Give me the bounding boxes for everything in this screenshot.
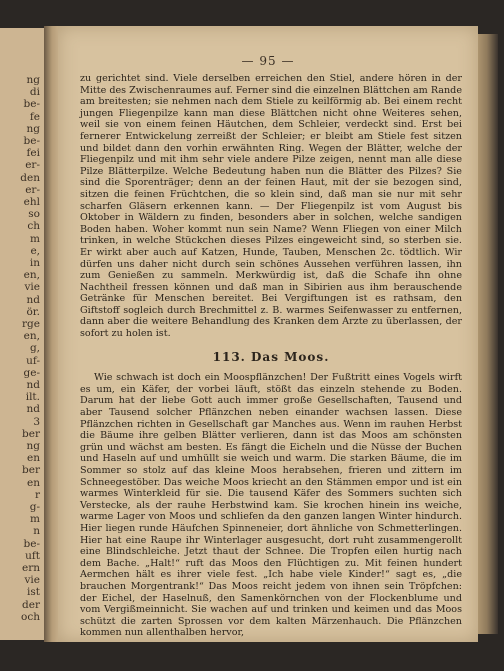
previous-page-line-fragment: be- (23, 537, 40, 550)
previous-page-line-fragment: en (27, 476, 40, 489)
previous-page-line-fragment: er- (25, 183, 40, 196)
previous-page-line-fragment: ng (26, 74, 40, 86)
previous-page-line-fragment: fei (26, 147, 40, 160)
previous-page-line-fragment: g- (29, 501, 40, 513)
previous-page-line-fragment: och (21, 610, 40, 623)
previous-page-line-fragment: vie (24, 574, 40, 587)
previous-page-line-fragment: ilt. (25, 391, 40, 404)
previous-page-line-fragment: fe (29, 110, 40, 123)
previous-page-line-fragment: en (27, 452, 40, 465)
previous-page-line-fragment: ern (22, 562, 40, 574)
previous-page-line-fragment: so (28, 208, 40, 221)
previous-page-line-fragment: be- (23, 98, 40, 111)
page-number: — 95 — (241, 54, 295, 68)
previous-page-line-fragment: ng (26, 122, 40, 135)
previous-page-line-fragment: ber (22, 464, 40, 477)
previous-page-line-fragment: e, (30, 244, 40, 257)
previous-page-line-fragment: ng (26, 440, 40, 452)
previous-page-line-fragment: in (29, 257, 40, 269)
paragraph-moos: Wie schwach ist doch ein Moospflänzchen! Der Fußtritt eines Vogels wirft es um, ein Käfer, der vorbei läuft, stößt das einzeln stehende zu Boden. Darum hat der liebe Gott auch immer große Gesellschaften, Tausend und aber Tausend solcher Pflänzchen neben einander wachsen lassen. Diese Pflänzchen richten in Gesellschaft gar Manches aus. Wenn im rauhen Herbst die Bäume ihre gelben Blätter verlieren, dann ist das Moos am schönsten grün und wächst am besten. Es fängt die Eicheln und die Nüsse der Buchen und Haseln auf und umhüllt sie weich und warm. Die starken Bäume, die im Sommer so stolz auf das kleine Moos herabsehen, frieren und zittern im Schneegestöber. Das weiche Moos kriecht an den Stämmen empor und ist ein warmes Winterkleid für sie. Die tausend Käfer des Sommers suchten sich Verstecke, als der rauhe Herbstwind kam. Sie krochen hinein ins weiche, warme Lager von Moos und schliefen da den ganzen langen Winter hindurch. Hier liegen runde Häufchen Spinneneier, dort ähnliche von Schmetterlingen. Hier hat eine Raupe ihr Winterlager ausgesucht, dort ruht zusammengerollt eine Blindschleiche. Jetzt thaut der Schnee. Die Tropfen eilen hurtig nach dem Bache. „Halt!“ ruft das Moos den Flüchtigen zu. Mit feinen hundert Aermchen hält es ihrer viele fest. „Ich habe viele Kinder!“ sagt es, „die brauchen Morgentrank!“ Das Moos reicht jedem von ihnen sein Tröpfchen: der Eichel, der Haselnuß, den Samenkörnchen von der Flockenblume und vom Vergißmeinnicht. Sie wachen auf und trinken und keimen und das Moos schützt die zarten Sprossen vor dem kalten Märzenhauch. Die Pflänzchen kommen nun allenthalben hervor, (80, 372, 462, 639)
previous-page-line-fragment: ge- (23, 366, 40, 379)
previous-page-line-fragment: en, (23, 330, 40, 343)
section-heading: 113. Das Moos. (212, 349, 330, 364)
previous-page-line-fragment: uf- (26, 354, 40, 367)
previous-page-line-fragment: m (30, 513, 40, 526)
previous-page-line-fragment: be- (23, 135, 40, 147)
previous-page-line-fragment: n (33, 525, 40, 538)
paragraph-fliegenpilz-continued: zu gerichtet sind. Viele derselben erreichen den Stiel, andere hören in der Mitte des Zwischenraumes auf. Ferner sind die einzelnen Blättchen am Rande am breitesten; sie nehmen nach dem Stiele zu keilförmig ab. Bei einem recht jungen Fliegenpilze kann man diese Blättchen nicht ohne Weiteres sehen, weil sie von einem feinen Häutchen, dem Schleier, verdeckt sind. Erst bei fernerer Entwickelung zerreißt der Schleier; er bleibt am Stiele fest sitzen und bildet dann den vorhin erwähnten Ring. Wegen der Blätter, welche der Fliegenpilz und mit ihm sehr viele andere Pilze zeigen, nennt man alle diese Pilze Blätterpilze. Welche Bedeutung haben nun die Blätter des Pilzes? Sie sind die Sporenträger; denn an der feinen Haut, mit der sie bezogen sind, sitzen die feinen Früchtchen, die so klein sind, daß man sie nur mit sehr scharfen Gläsern erkennen kann. — Der Fliegenpilz ist vom August bis Oktober in Wäldern zu finden, besonders aber in solchen, welche sandigen Boden haben. Woher kommt nun sein Name? Wenn Fliegen von einer Milch trinken, in welche Stückchen dieses Pilzes eingeweicht sind, so sterben sie. Er wirkt aber auch auf Katzen, Hunde, Tauben, Menschen 2c. tödtlich. Wir dürfen uns daher nicht durch sein schönes Aussehen verführen lassen, ihn zum Genießen zu sammeln. Merkwürdig ist, daß die Schafe ihn ohne Nachtheil fressen können und daß man in Sibirien aus ihm berauschende Getränke für Menschen bereitet. Bei Vergiftungen ist es rathsam, den Giftstoff sogleich durch Brechmittel z. B. warmes Seifenwasser zu entfernen, dann aber die weitere Behandlung des Kranken dem Arzte zu überlassen, der sofort zu holen ist. (80, 73, 462, 340)
previous-page-line-fragment: rge (22, 318, 40, 330)
previous-page-line-fragment: er- (25, 159, 40, 172)
previous-page-line-fragment: der (22, 598, 40, 611)
previous-page-line-fragment: uft (25, 549, 40, 562)
previous-page-line-fragment: nd (26, 293, 40, 306)
previous-page-line-fragment: m (30, 232, 40, 245)
previous-page-line-fragment: den (20, 171, 40, 184)
previous-page-line-fragment: en, (23, 269, 40, 282)
previous-page-line-fragment: g, (29, 342, 40, 355)
previous-page-line-fragment: ist (27, 586, 40, 599)
previous-page-line-fragment: r (34, 488, 40, 501)
previous-page-line-fragment: ör. (26, 305, 40, 318)
previous-page-line-fragment: vie (24, 281, 40, 294)
previous-page-line-fragment: ber (22, 427, 40, 440)
previous-page-line-fragment: nd (26, 379, 40, 391)
previous-page-line-fragment: ehl (23, 196, 40, 208)
page-text (80, 73, 462, 639)
previous-page-line-fragment: di (29, 86, 40, 99)
page-block-edge (476, 34, 498, 634)
book-page (58, 26, 478, 642)
previous-page-line-fragment: nd (26, 403, 40, 416)
previous-page-edge (0, 28, 45, 640)
previous-page-line-fragment: ch (27, 220, 40, 233)
previous-page-line-fragment: 3 (33, 415, 40, 428)
